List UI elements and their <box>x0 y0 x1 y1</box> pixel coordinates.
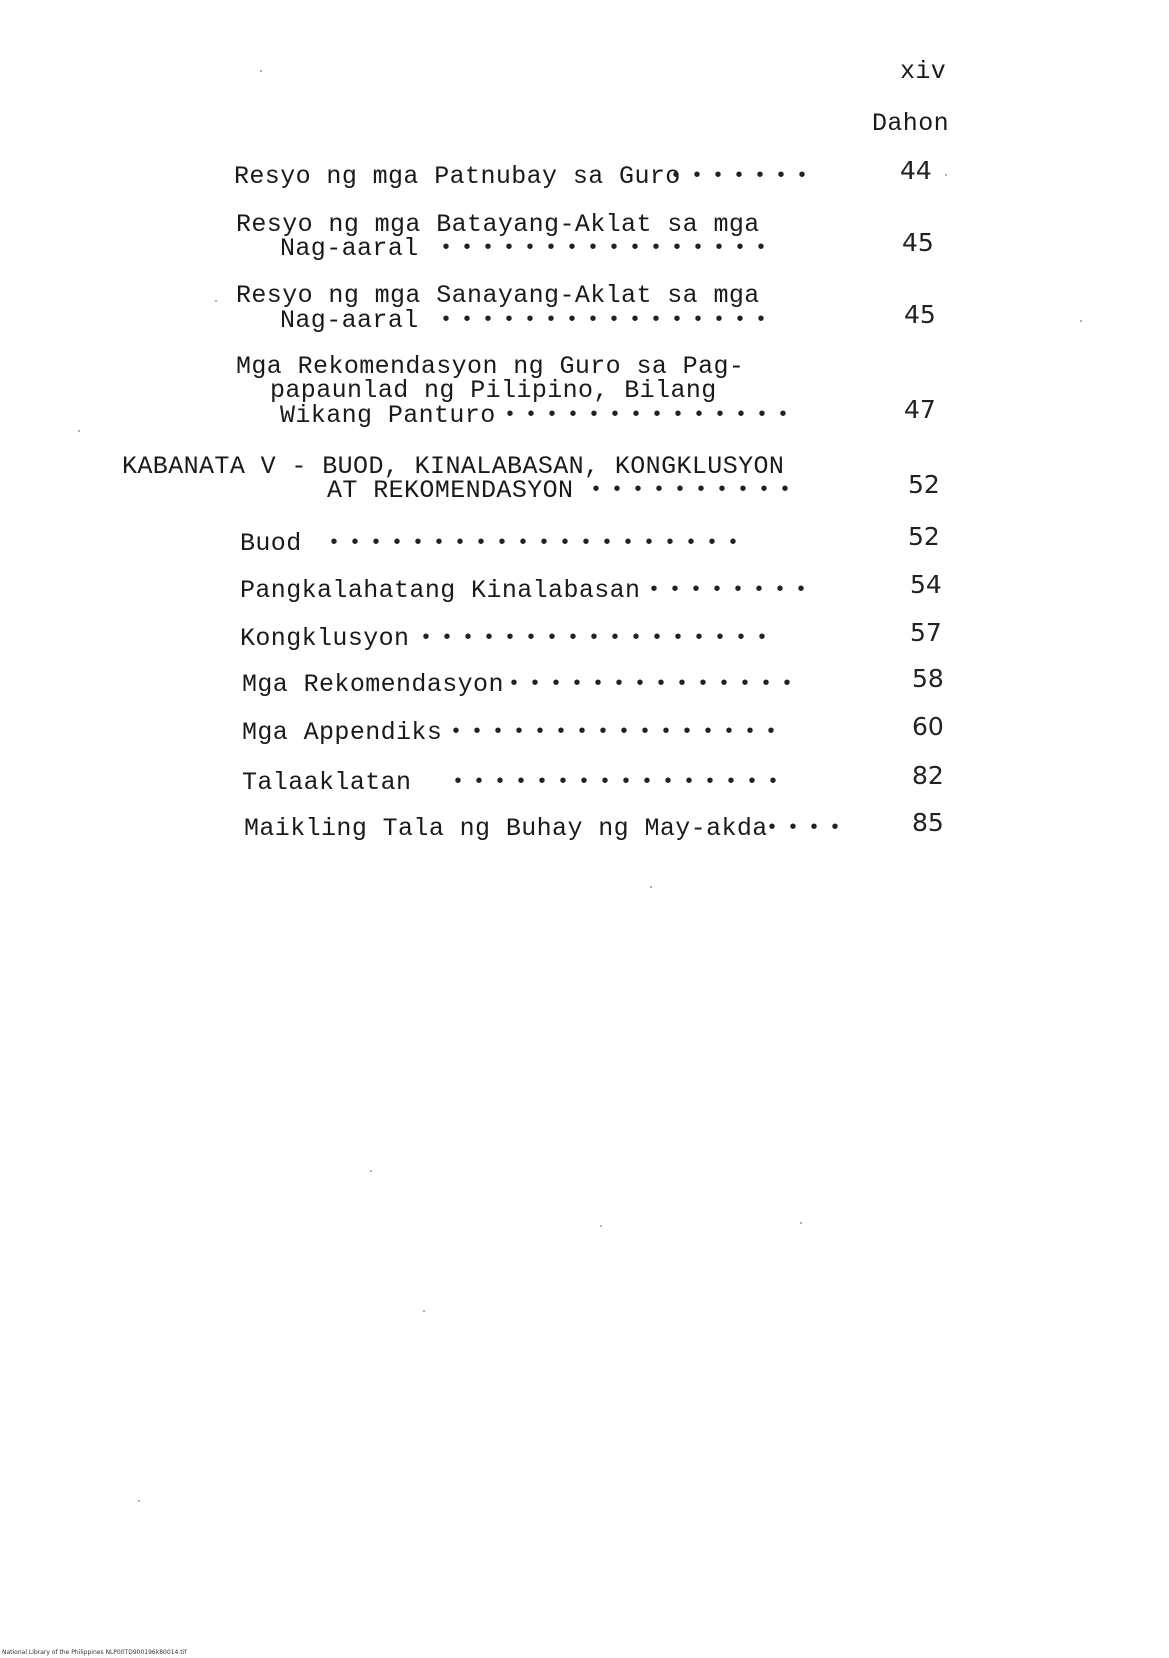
page-number: xiv <box>900 57 947 86</box>
toc-leader-dots: •••••••••• <box>590 479 801 502</box>
toc-entry-page: 45 <box>904 300 936 329</box>
toc-entry-title: Mga Rekomendasyon <box>242 670 504 699</box>
page-column-label: Dahon <box>872 109 950 138</box>
toc-entry-title: Resyo ng mga Batayang-Aklat sa mga <box>236 210 760 239</box>
toc-entry-title-cont: Nag-aaral <box>280 234 419 263</box>
toc-entry-title: Talaaklatan <box>242 768 412 797</box>
toc-entry-title-cont: Nag-aaral <box>280 306 419 335</box>
toc-entry-title: Kongklusyon <box>240 624 410 653</box>
scan-speck <box>215 300 217 302</box>
scan-speck <box>800 1222 802 1224</box>
toc-entry-title: Pangkalahatang Kinalabasan <box>240 576 641 605</box>
toc-entry-page: 47 <box>904 395 936 424</box>
toc-entry-title: Mga Appendiks <box>242 718 443 747</box>
scan-speck <box>1080 320 1082 322</box>
scan-speck <box>650 886 652 888</box>
toc-entry-title: Resyo ng mga Sanayang-Aklat sa mga <box>236 281 760 310</box>
toc-entry-page: 60 <box>912 712 944 741</box>
toc-entry-title-cont: Wikang Panturo <box>280 401 496 430</box>
toc-leader-dots: •••••••••••••••• <box>450 721 787 744</box>
toc-leader-dots: •••••••••••••• <box>508 673 803 696</box>
chapter-heading-cont: AT REKOMENDASYON <box>327 476 574 505</box>
toc-entry-page: 82 <box>912 761 944 790</box>
scan-speck <box>260 70 262 72</box>
scan-speck <box>423 1310 425 1312</box>
toc-entry-title-cont: papaunlad ng Pilipino, Bilang <box>270 376 717 405</box>
toc-leader-dots: •••••••••••••••• <box>452 771 789 794</box>
toc-entry-page: 44 <box>900 156 932 185</box>
toc-leader-dots: •••••••••••••••• <box>440 237 777 260</box>
scan-speck <box>78 430 80 432</box>
toc-entry-page: 58 <box>912 664 944 693</box>
scan-speck <box>370 1170 372 1172</box>
toc-entry-page: 45 <box>902 228 934 257</box>
toc-leader-dots: ••••••••••••••••• <box>420 627 778 650</box>
toc-entry-page: 54 <box>910 570 942 599</box>
toc-leader-dots: •••••••••••••• <box>504 404 799 427</box>
toc-entry-page: 57 <box>910 618 942 647</box>
chapter-heading: KABANATA V - BUOD, KINALABASAN, KONGKLUSYON <box>122 452 785 481</box>
toc-entry-title: Resyo ng mga Patnubay sa Guro <box>234 162 681 191</box>
scan-footer: National Library of the Philippines NLP00TD900196k80014.tif <box>2 1649 187 1656</box>
toc-leader-dots: •••••••••••••••••••• <box>328 532 749 555</box>
toc-entry-title: Maikling Tala ng Buhay ng May-akda <box>244 814 768 843</box>
toc-leader-dots: •••••••••••••••• <box>440 309 777 332</box>
scan-speck <box>945 174 947 176</box>
toc-leader-dots: •••• <box>766 817 851 840</box>
toc-leader-dots: •••••••• <box>648 579 817 602</box>
toc-entry-page: 85 <box>912 808 944 837</box>
scan-speck <box>138 1500 140 1502</box>
toc-entry-title: Buod <box>240 529 302 558</box>
toc-leader-dots: ••••••• <box>670 165 818 188</box>
scan-speck <box>600 1225 602 1227</box>
toc-entry-page: 52 <box>908 522 940 551</box>
toc-entry-page: 52 <box>908 470 940 499</box>
toc-entry-title: Mga Rekomendasyon ng Guro sa Pag- <box>236 352 745 381</box>
